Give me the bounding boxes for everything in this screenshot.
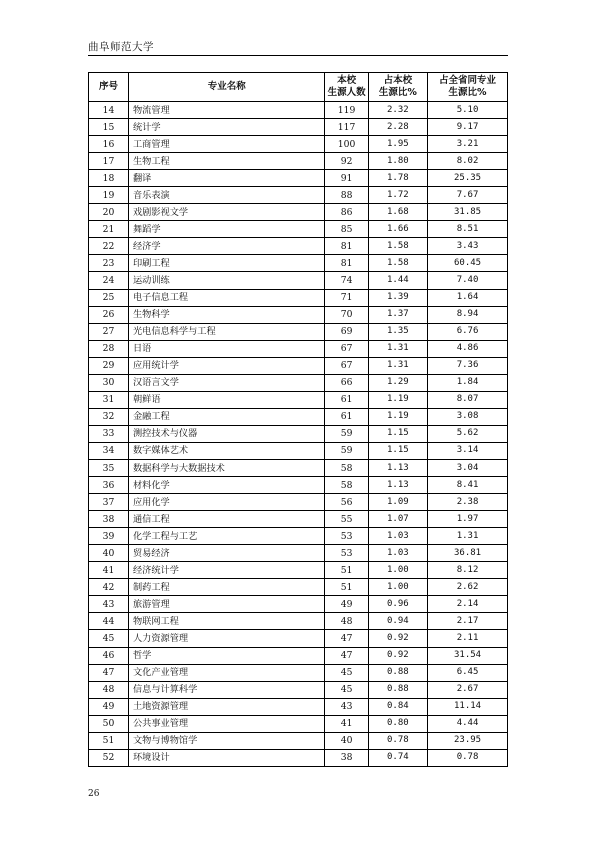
- major-name-cell: 光电信息科学与工程: [128, 323, 325, 340]
- student-count-cell: 43: [325, 698, 368, 715]
- province-share-cell: 2.62: [428, 579, 508, 596]
- row-index-cell: 21: [89, 221, 129, 238]
- province-share-cell: 1.97: [428, 511, 508, 528]
- student-count-cell: 85: [325, 221, 368, 238]
- major-name-cell: 经济学: [128, 238, 325, 255]
- major-name-cell: 材料化学: [128, 477, 325, 494]
- school-share-cell: 2.28: [368, 119, 427, 136]
- major-name-cell: 贸易经济: [128, 545, 325, 562]
- province-share-cell: 2.38: [428, 494, 508, 511]
- student-count-cell: 59: [325, 425, 368, 442]
- province-share-cell: 3.08: [428, 408, 508, 425]
- major-name-cell: 文化产业管理: [128, 664, 325, 681]
- row-index-cell: 49: [89, 698, 129, 715]
- province-share-cell: 8.41: [428, 477, 508, 494]
- row-index-cell: 29: [89, 357, 129, 374]
- school-share-cell: 1.13: [368, 459, 427, 476]
- table-row: [89, 477, 508, 494]
- table-row: [89, 613, 508, 630]
- major-name-cell: 人力资源管理: [128, 630, 325, 647]
- row-index-cell: 20: [89, 204, 129, 221]
- student-count-cell: 38: [325, 749, 368, 766]
- student-count-cell: 70: [325, 306, 368, 323]
- major-name-cell: 物流管理: [128, 102, 325, 119]
- table-header-row: [89, 73, 508, 102]
- table-row: [89, 255, 508, 272]
- school-share-cell: 1.31: [368, 357, 427, 374]
- column-header-index: 序号: [89, 73, 129, 102]
- major-name-cell: 化学工程与工艺: [128, 528, 325, 545]
- row-index-cell: 39: [89, 528, 129, 545]
- student-count-cell: 51: [325, 579, 368, 596]
- table-row: [89, 749, 508, 766]
- student-count-cell: 47: [325, 647, 368, 664]
- major-name-cell: 生物工程: [128, 153, 325, 170]
- student-count-cell: 117: [325, 119, 368, 136]
- student-count-cell: 67: [325, 357, 368, 374]
- student-count-cell: 74: [325, 272, 368, 289]
- school-share-cell: 1.00: [368, 579, 427, 596]
- row-index-cell: 15: [89, 119, 129, 136]
- student-count-cell: 91: [325, 170, 368, 187]
- student-count-cell: 61: [325, 391, 368, 408]
- table-row: [89, 374, 508, 391]
- row-index-cell: 24: [89, 272, 129, 289]
- column-header-province-share: 占全省同专业 生源比%: [428, 73, 508, 102]
- province-share-cell: 36.81: [428, 545, 508, 562]
- province-share-cell: 2.11: [428, 630, 508, 647]
- school-share-cell: 1.00: [368, 562, 427, 579]
- table-row: [89, 357, 508, 374]
- school-share-cell: 1.68: [368, 204, 427, 221]
- row-index-cell: 25: [89, 289, 129, 306]
- table-row: [89, 323, 508, 340]
- document-header-title: 曲阜师范大学: [88, 41, 154, 53]
- province-share-cell: 60.45: [428, 255, 508, 272]
- row-index-cell: 36: [89, 477, 129, 494]
- table-row: [89, 340, 508, 357]
- school-share-cell: 1.58: [368, 238, 427, 255]
- school-share-cell: 1.39: [368, 289, 427, 306]
- province-share-cell: 5.62: [428, 425, 508, 442]
- table-row: [89, 579, 508, 596]
- student-count-cell: 48: [325, 613, 368, 630]
- school-share-cell: 1.35: [368, 323, 427, 340]
- enrollment-table: [88, 72, 508, 767]
- table-row: [89, 289, 508, 306]
- school-share-cell: 1.29: [368, 374, 427, 391]
- province-share-cell: 6.45: [428, 664, 508, 681]
- row-index-cell: 19: [89, 187, 129, 204]
- school-share-cell: 0.84: [368, 698, 427, 715]
- school-share-cell: 1.31: [368, 340, 427, 357]
- major-name-cell: 工商管理: [128, 136, 325, 153]
- major-name-cell: 测控技术与仪器: [128, 425, 325, 442]
- province-share-cell: 0.78: [428, 749, 508, 766]
- table-row: [89, 408, 508, 425]
- table-row: [89, 425, 508, 442]
- school-share-cell: 0.92: [368, 647, 427, 664]
- major-name-cell: 制药工程: [128, 579, 325, 596]
- table-row: [89, 442, 508, 459]
- row-index-cell: 51: [89, 732, 129, 749]
- student-count-cell: 58: [325, 477, 368, 494]
- major-name-cell: 信息与计算科学: [128, 681, 325, 698]
- province-share-cell: 23.95: [428, 732, 508, 749]
- school-share-cell: 0.78: [368, 732, 427, 749]
- school-share-cell: 1.72: [368, 187, 427, 204]
- major-name-cell: 土地资源管理: [128, 698, 325, 715]
- school-share-cell: 0.88: [368, 664, 427, 681]
- province-share-cell: 7.67: [428, 187, 508, 204]
- table-row: [89, 681, 508, 698]
- student-count-cell: 45: [325, 664, 368, 681]
- major-name-cell: 汉语言文学: [128, 374, 325, 391]
- row-index-cell: 40: [89, 545, 129, 562]
- table-row: [89, 153, 508, 170]
- student-count-cell: 47: [325, 630, 368, 647]
- table-row: [89, 170, 508, 187]
- student-count-cell: 56: [325, 494, 368, 511]
- table-row: [89, 596, 508, 613]
- province-share-cell: 9.17: [428, 119, 508, 136]
- student-count-cell: 92: [325, 153, 368, 170]
- table-row: [89, 630, 508, 647]
- school-share-cell: 1.15: [368, 442, 427, 459]
- major-name-cell: 日语: [128, 340, 325, 357]
- table-row: [89, 306, 508, 323]
- province-share-cell: 6.76: [428, 323, 508, 340]
- row-index-cell: 16: [89, 136, 129, 153]
- row-index-cell: 26: [89, 306, 129, 323]
- major-name-cell: 环境设计: [128, 749, 325, 766]
- school-share-cell: 2.32: [368, 102, 427, 119]
- major-name-cell: 朝鲜语: [128, 391, 325, 408]
- major-name-cell: 统计学: [128, 119, 325, 136]
- major-name-cell: 应用化学: [128, 494, 325, 511]
- row-index-cell: 28: [89, 340, 129, 357]
- row-index-cell: 18: [89, 170, 129, 187]
- school-share-cell: 0.94: [368, 613, 427, 630]
- province-share-cell: 2.14: [428, 596, 508, 613]
- major-name-cell: 哲学: [128, 647, 325, 664]
- student-count-cell: 40: [325, 732, 368, 749]
- student-count-cell: 67: [325, 340, 368, 357]
- school-share-cell: 1.58: [368, 255, 427, 272]
- province-share-cell: 2.67: [428, 681, 508, 698]
- province-share-cell: 2.17: [428, 613, 508, 630]
- row-index-cell: 41: [89, 562, 129, 579]
- province-share-cell: 5.10: [428, 102, 508, 119]
- school-share-cell: 1.78: [368, 170, 427, 187]
- row-index-cell: 35: [89, 459, 129, 476]
- student-count-cell: 55: [325, 511, 368, 528]
- row-index-cell: 32: [89, 408, 129, 425]
- table-row: [89, 732, 508, 749]
- major-name-cell: 金融工程: [128, 408, 325, 425]
- province-share-cell: 11.14: [428, 698, 508, 715]
- school-share-cell: 1.03: [368, 545, 427, 562]
- school-share-cell: 0.92: [368, 630, 427, 647]
- province-share-cell: 8.94: [428, 306, 508, 323]
- page-number: 26: [88, 789, 100, 799]
- province-share-cell: 1.31: [428, 528, 508, 545]
- province-share-cell: 1.84: [428, 374, 508, 391]
- student-count-cell: 61: [325, 408, 368, 425]
- row-index-cell: 43: [89, 596, 129, 613]
- student-count-cell: 86: [325, 204, 368, 221]
- row-index-cell: 30: [89, 374, 129, 391]
- table-row: [89, 204, 508, 221]
- major-name-cell: 戏剧影视文学: [128, 204, 325, 221]
- header-divider: [88, 55, 508, 56]
- province-share-cell: 31.85: [428, 204, 508, 221]
- table-row: [89, 136, 508, 153]
- province-share-cell: 3.14: [428, 442, 508, 459]
- row-index-cell: 48: [89, 681, 129, 698]
- school-share-cell: 1.44: [368, 272, 427, 289]
- row-index-cell: 37: [89, 494, 129, 511]
- student-count-cell: 81: [325, 255, 368, 272]
- table-row: [89, 119, 508, 136]
- school-share-cell: 1.03: [368, 528, 427, 545]
- major-name-cell: 舞蹈学: [128, 221, 325, 238]
- major-name-cell: 印刷工程: [128, 255, 325, 272]
- row-index-cell: 17: [89, 153, 129, 170]
- student-count-cell: 100: [325, 136, 368, 153]
- major-name-cell: 应用统计学: [128, 357, 325, 374]
- row-index-cell: 45: [89, 630, 129, 647]
- major-name-cell: 经济统计学: [128, 562, 325, 579]
- row-index-cell: 38: [89, 511, 129, 528]
- school-share-cell: 1.95: [368, 136, 427, 153]
- row-index-cell: 47: [89, 664, 129, 681]
- row-index-cell: 33: [89, 425, 129, 442]
- row-index-cell: 14: [89, 102, 129, 119]
- student-count-cell: 119: [325, 102, 368, 119]
- province-share-cell: 3.43: [428, 238, 508, 255]
- table-row: [89, 698, 508, 715]
- row-index-cell: 52: [89, 749, 129, 766]
- table-row: [89, 102, 508, 119]
- school-share-cell: 1.15: [368, 425, 427, 442]
- table-body: [89, 102, 508, 767]
- province-share-cell: 8.07: [428, 391, 508, 408]
- table-row: [89, 647, 508, 664]
- row-index-cell: 44: [89, 613, 129, 630]
- student-count-cell: 88: [325, 187, 368, 204]
- major-name-cell: 物联网工程: [128, 613, 325, 630]
- table-row: [89, 187, 508, 204]
- province-share-cell: 1.64: [428, 289, 508, 306]
- table-row: [89, 221, 508, 238]
- table-row: [89, 528, 508, 545]
- school-share-cell: 0.74: [368, 749, 427, 766]
- school-share-cell: 1.09: [368, 494, 427, 511]
- student-count-cell: 59: [325, 442, 368, 459]
- student-count-cell: 51: [325, 562, 368, 579]
- province-share-cell: 8.02: [428, 153, 508, 170]
- major-name-cell: 生物科学: [128, 306, 325, 323]
- major-name-cell: 数据科学与大数据技术: [128, 459, 325, 476]
- row-index-cell: 34: [89, 442, 129, 459]
- table-row: [89, 272, 508, 289]
- major-name-cell: 音乐表演: [128, 187, 325, 204]
- province-share-cell: 3.21: [428, 136, 508, 153]
- province-share-cell: 4.86: [428, 340, 508, 357]
- school-share-cell: 1.19: [368, 391, 427, 408]
- school-share-cell: 0.80: [368, 715, 427, 732]
- row-index-cell: 46: [89, 647, 129, 664]
- major-name-cell: 电子信息工程: [128, 289, 325, 306]
- student-count-cell: 45: [325, 681, 368, 698]
- student-count-cell: 58: [325, 459, 368, 476]
- table-row: [89, 391, 508, 408]
- major-name-cell: 旅游管理: [128, 596, 325, 613]
- school-share-cell: 1.07: [368, 511, 427, 528]
- row-index-cell: 50: [89, 715, 129, 732]
- school-share-cell: 1.19: [368, 408, 427, 425]
- table-row: [89, 238, 508, 255]
- province-share-cell: 8.12: [428, 562, 508, 579]
- row-index-cell: 27: [89, 323, 129, 340]
- school-share-cell: 1.37: [368, 306, 427, 323]
- column-header-major: 专业名称: [128, 73, 325, 102]
- province-share-cell: 7.36: [428, 357, 508, 374]
- column-header-school-share: 占本校 生源比%: [368, 73, 427, 102]
- major-name-cell: 通信工程: [128, 511, 325, 528]
- major-name-cell: 数字媒体艺术: [128, 442, 325, 459]
- table-row: [89, 459, 508, 476]
- student-count-cell: 53: [325, 545, 368, 562]
- student-count-cell: 81: [325, 238, 368, 255]
- student-count-cell: 66: [325, 374, 368, 391]
- table-row: [89, 562, 508, 579]
- table-row: [89, 545, 508, 562]
- student-count-cell: 53: [325, 528, 368, 545]
- major-name-cell: 文物与博物馆学: [128, 732, 325, 749]
- major-name-cell: 翻译: [128, 170, 325, 187]
- student-count-cell: 49: [325, 596, 368, 613]
- province-share-cell: 25.35: [428, 170, 508, 187]
- row-index-cell: 31: [89, 391, 129, 408]
- school-share-cell: 1.66: [368, 221, 427, 238]
- school-share-cell: 0.96: [368, 596, 427, 613]
- province-share-cell: 4.44: [428, 715, 508, 732]
- school-share-cell: 1.80: [368, 153, 427, 170]
- province-share-cell: 7.40: [428, 272, 508, 289]
- school-share-cell: 1.13: [368, 477, 427, 494]
- major-name-cell: 公共事业管理: [128, 715, 325, 732]
- student-count-cell: 41: [325, 715, 368, 732]
- table-row: [89, 664, 508, 681]
- province-share-cell: 3.04: [428, 459, 508, 476]
- table-row: [89, 494, 508, 511]
- province-share-cell: 31.54: [428, 647, 508, 664]
- row-index-cell: 42: [89, 579, 129, 596]
- column-header-count: 本校 生源人数: [325, 73, 368, 102]
- table-row: [89, 715, 508, 732]
- school-share-cell: 0.88: [368, 681, 427, 698]
- row-index-cell: 23: [89, 255, 129, 272]
- student-count-cell: 69: [325, 323, 368, 340]
- major-name-cell: 运动训练: [128, 272, 325, 289]
- table-row: [89, 511, 508, 528]
- row-index-cell: 22: [89, 238, 129, 255]
- province-share-cell: 8.51: [428, 221, 508, 238]
- student-count-cell: 71: [325, 289, 368, 306]
